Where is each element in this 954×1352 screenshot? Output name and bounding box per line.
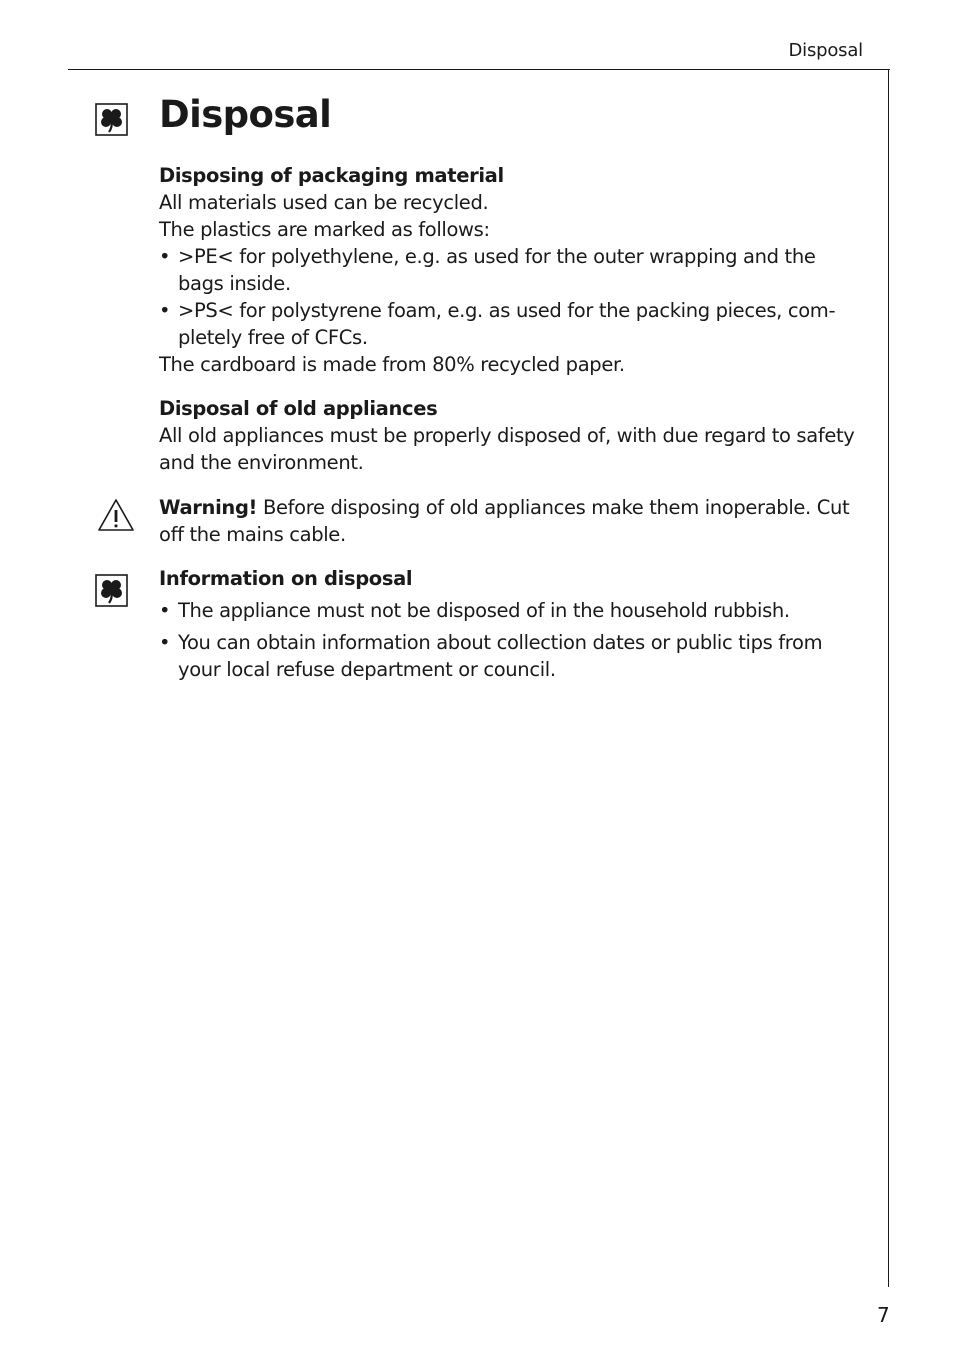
warning-section [159,494,862,548]
page-number: 7 [877,1303,890,1327]
packaging-line-1: All materials used can be recycled. [159,191,489,214]
running-header: Disposal [788,40,863,61]
list-item-pe: • >PE< for polyethylene, e.g. as used for the outer wrapping and the bags inside. [159,243,862,297]
information-list [159,597,862,683]
cardboard-note: The cardboard is made from 80% recycled paper. [159,353,625,376]
header-rule [68,69,890,70]
packaging-line-2: The plastics are marked as follows: [159,218,490,241]
side-rule [888,69,889,1287]
list-item-ps: • >PS< for polystyrene foam, e.g. as used for the packing pieces, com-pletely free of CFCs. [159,297,862,351]
old-appliances-body: All old appliances must be properly disposed of, with due regard to safety and the environment. [159,424,855,474]
information-section [159,565,862,683]
warning-text [159,494,862,548]
warning-body: Before disposing of old appliances make them inoperable. Cut off the mains cable. [159,496,850,546]
environment-leaf-icon [95,103,128,136]
plastics-list [159,243,862,351]
old-appliances-heading: Disposal of old appliances [159,397,438,420]
information-heading: Information on disposal [159,567,413,590]
page-title: Disposal [159,93,332,136]
warning-triangle-icon [96,497,136,533]
packaging-heading: Disposing of packaging material [159,164,504,187]
old-appliances-section [159,395,862,476]
list-item-collection: • You can obtain information about collection dates or public tips from your local refuse department or council. [159,629,862,683]
warning-label: Warning! [159,496,258,519]
packaging-section [159,162,862,378]
list-item-household: • The appliance must not be disposed of in the household rubbish. [159,597,862,624]
environment-leaf-icon [95,574,128,607]
